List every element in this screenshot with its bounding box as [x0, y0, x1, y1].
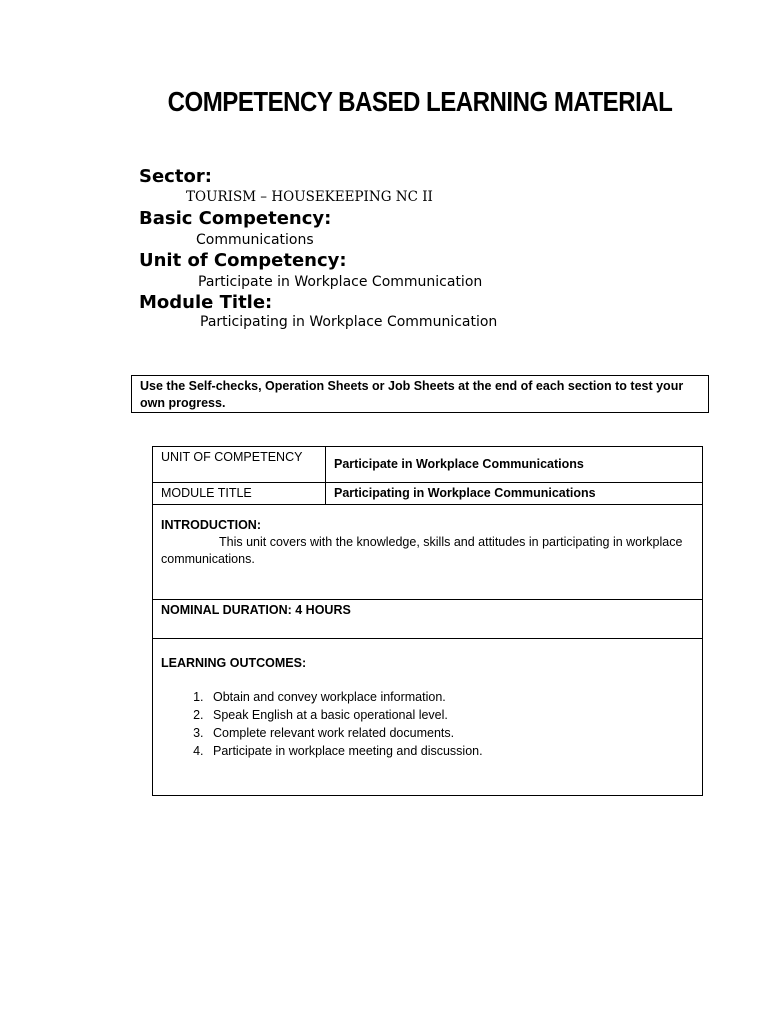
sector-value: TOURISM – HOUSEKEEPING NC II: [186, 189, 433, 205]
introduction-heading: INTRODUCTION:: [161, 518, 261, 532]
unit-of-competency-label: Unit of Competency:: [139, 250, 347, 271]
basic-competency-value: Communications: [196, 232, 314, 248]
introduction-text-block: [161, 534, 694, 568]
table-row: [153, 505, 703, 600]
table-row: [153, 639, 703, 796]
nominal-duration: NOMINAL DURATION: 4 HOURS: [153, 600, 703, 639]
document-title: COMPETENCY BASED LEARNING MATERIAL: [167, 86, 673, 117]
basic-competency-label: Basic Competency:: [139, 208, 332, 229]
table-row: [153, 483, 703, 505]
table-row: [153, 600, 703, 639]
module-title-value: Participating in Workplace Communication: [200, 314, 498, 330]
unit-of-competency-value: Participate in Workplace Communication: [198, 274, 483, 290]
learning-outcomes-heading: LEARNING OUTCOMES:: [161, 656, 307, 670]
module-title-value-cell: Participating in Workplace Communications: [326, 483, 703, 505]
unit-of-competency-cell: UNIT OF COMPETENCY: [153, 447, 326, 483]
table-row: [153, 447, 703, 483]
list-item: 1. Obtain and convey workplace information.: [207, 688, 694, 706]
unit-of-competency-value-cell: Participate in Workplace Communications: [326, 447, 703, 483]
self-check-notice: Use the Self-checks, Operation Sheets or Job Sheets at the end of each section to test your own progress.: [131, 375, 709, 413]
module-info-table: [152, 446, 703, 796]
introduction-text: This unit covers with the knowledge, skills and attitudes in participating in workplace communications.: [161, 535, 683, 566]
module-title-label: Module Title:: [139, 292, 273, 313]
list-item: 3. Complete relevant work related documents.: [207, 724, 694, 742]
module-title-cell: MODULE TITLE: [153, 483, 326, 505]
list-item: 4. Participate in workplace meeting and discussion.: [207, 742, 694, 760]
introduction-cell: [153, 505, 703, 600]
learning-outcomes-cell: [153, 639, 703, 796]
learning-outcomes-list: [161, 688, 694, 760]
list-item: 2. Speak English at a basic operational level.: [207, 706, 694, 724]
sector-label: Sector:: [139, 166, 212, 187]
